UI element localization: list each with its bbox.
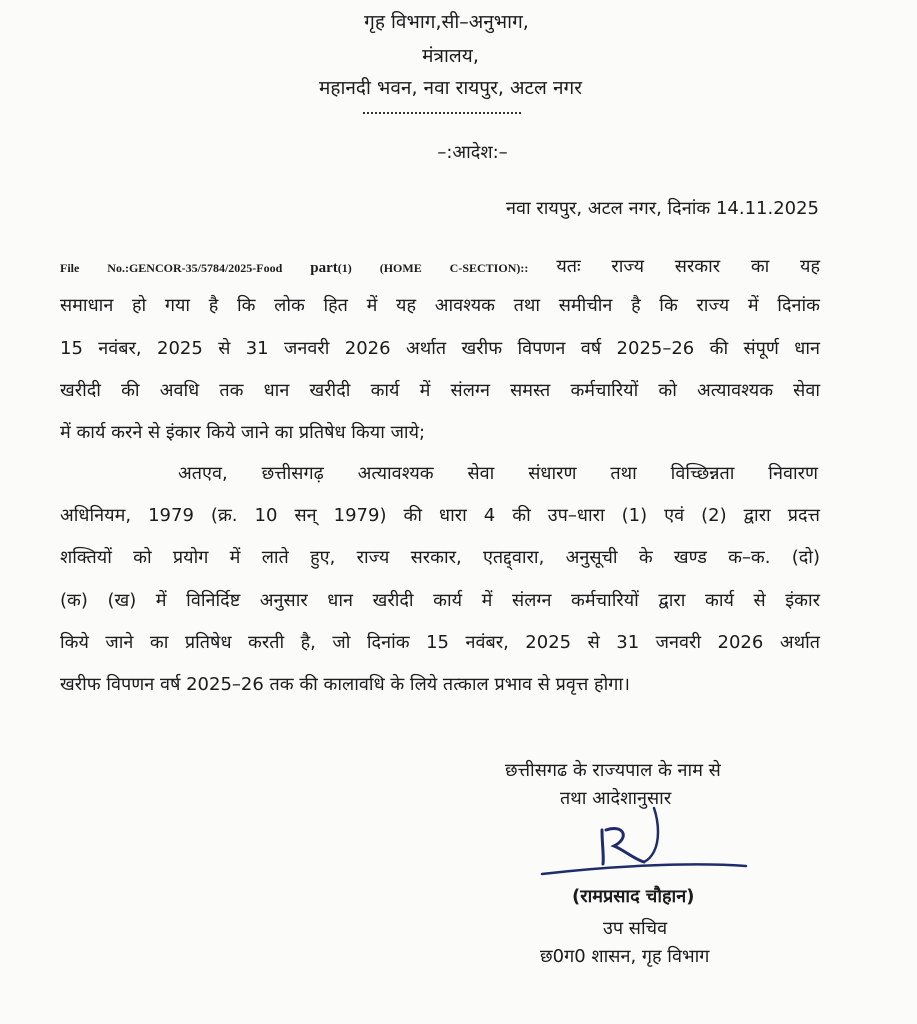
paragraph2-line: अधिनियम, 1979 (क्र. 10 सन् 1979) की धारा 4 की उप–धारा (1) एवं (2) द्वारा प्रदत्त [60, 505, 820, 526]
paragraph1-line: 15 नवंबर, 2025 से 31 जनवरी 2026 अर्थात खरीफ विपणन वर्ष 2025–26 की संपूर्ण धान [60, 338, 820, 359]
order-title: –:आदेश:– [437, 142, 508, 163]
paragraph2-line: शक्तियों को प्रयोग में लाते हुए, राज्य सरकार, एतद्द्वारा, अनुसूची के खण्ड क–क. (दो) [60, 547, 820, 568]
authority-line: छत्तीसगढ के राज्यपाल के नाम से [505, 760, 721, 781]
signatory-department: छ0ग0 शासन, गृह विभाग [540, 946, 710, 967]
paragraph1-line: समाधान हो गया है कि लोक हित में यह आवश्यक तथा समीचीन है कि राज्य में दिनांक [60, 295, 820, 316]
paragraph2-line: किये जाने का प्रतिषेध करती है, जो दिनांक 15 नवंबर, 2025 से 31 जनवरी 2026 अर्थात [60, 632, 820, 653]
department-header: गृह विभाग,सी–अनुभाग, [364, 11, 529, 33]
file-number: File No.:GENCOR-35/5784/2025-Food part(1) (HOME C-SECTION):: [60, 260, 557, 276]
place-date-line: नवा रायपुर, अटल नगर, दिनांक 14.11.2025 [505, 198, 819, 219]
authority-line: तथा आदेशानुसार [560, 788, 672, 809]
signatory-designation: उप सचिव [603, 918, 668, 939]
paragraph2-line: खरीफ विपणन वर्ष 2025–26 तक की कालावधि के लिये तत्काल प्रभाव से प्रवृत्त होगा। [60, 674, 630, 695]
paragraph2-line: (क) (ख) में विनिर्दिष्ट अनुसार धान खरीदी कार्य में संलग्न कर्मचारियों द्वारा कार्य से इंकार [60, 590, 820, 611]
paragraph1-line [60, 254, 820, 278]
paragraph1-line: में कार्य करने से इंकार किये जाने का प्रतिषेध किया जाये; [60, 422, 426, 443]
ministry-header: मंत्रालय, [422, 45, 479, 67]
dotted-divider [363, 112, 521, 114]
paragraph1-text: यतः राज्य सरकार का यह [556, 256, 821, 277]
handwritten-signature [540, 800, 770, 890]
signatory-name: (रामप्रसाद चौहान) [572, 886, 695, 907]
paragraph2-line: अतएव, छत्तीसगढ़ अत्यावश्यक सेवा संधारण तथा विच्छिन्नता निवारण [178, 463, 818, 484]
address-header: महानदी भवन, नवा रायपुर, अटल नगर [319, 77, 582, 99]
paragraph1-line: खरीदी की अवधि तक धान खरीदी कार्य में संलग्न समस्त कर्मचारियों को अत्यावश्यक सेवा [60, 380, 820, 401]
